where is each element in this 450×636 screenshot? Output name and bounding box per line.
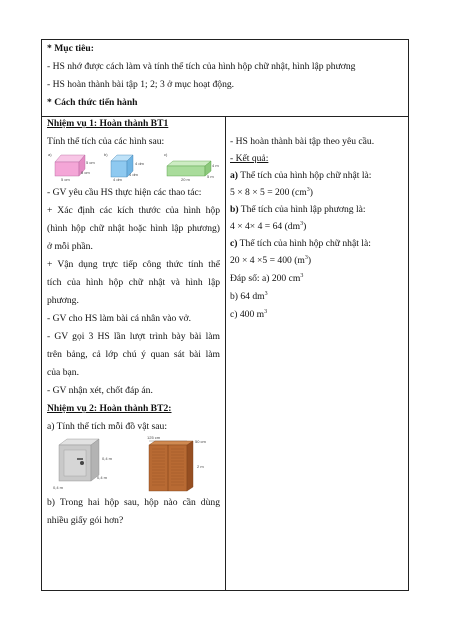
answers-result-label: - Kết quả: [230,153,269,164]
answer-a-text: Thể tích của hình hộp chữ nhật là: [238,170,372,181]
answer-b-heading [230,204,366,216]
final-answer-b-exp: 3 [264,291,268,297]
task1-line-5: + Vận dụng trực tiếp công thức tính thể [47,259,220,270]
answers-intro: - HS hoàn thành bài tập theo yêu cầu. [230,136,375,147]
answer-b-exp: 3 [300,221,304,227]
answer-b-calc-text: 4 × 4× 4 = 64 (dm [230,221,301,232]
task1-line-11: của bạn. [47,367,79,378]
answer-a-label: a) [230,170,238,181]
label-a-width: 5 cm [61,177,70,182]
answer-b-calc [230,221,306,233]
task1-line-10: trên bảng, cả lớp chú ý quan sát bài làm [47,349,220,360]
answer-c-text: Thể tích của hình hộp chữ nhật là: [237,238,371,249]
label-c-height: 4 m [212,163,219,168]
answer-b-text: Thể tích của hình lập phương là: [238,204,366,215]
answer-c-calc-text: 20 × 4 ×5 = 400 (m [230,255,305,266]
label-b-width: 4 dm [113,177,122,182]
final-answer-b-text: b) 64 dm [230,291,265,302]
answer-c-paren: ) [307,255,312,266]
final-answer-b [230,291,268,303]
green-box [167,161,211,176]
objective-line-1: - HS nhớ được cách làm và tính thể tích của hình hộp chữ nhật, hình lập phương [47,61,356,72]
answer-a-paren: ) [309,187,313,198]
task1-line-9: - GV gọi 3 HS lần lượt trình bày bài làm [47,331,220,342]
task1-line-7: phương. [47,295,79,306]
objective-line-2: - HS hoàn thành bài tập 1; 2; 3 ở mục hoạt động. [47,79,235,90]
answer-c-calc [230,255,311,267]
label-a-height: 5 cm [86,160,95,165]
final-answer-c [230,309,267,321]
task1-line-12: - GV nhận xét, chốt đáp án. [47,385,153,396]
task2-part-a: a) Tính thể tích mỗi đồ vật sau: [47,421,167,432]
label-b: b) [104,152,108,157]
method-heading: * Cách thức tiến hành [47,97,138,108]
objectives-heading: * Mục tiêu: [47,43,94,54]
safe-depth-label: 0,4 m [97,475,108,480]
final-answer-a-exp: 3 [300,273,304,279]
task1-line-6: tích của hình hộp chữ nhật và hình lập [47,277,220,288]
objectives-cell [42,40,408,117]
answer-c-label: c) [230,238,238,249]
safe-height-label: 0,4 m [102,456,113,461]
label-a-depth: 8 cm [81,170,90,175]
task2-part-b-line-2: nhiều giấy gói hơn? [47,515,124,526]
task1-line-1: - GV yêu cầu HS thực hiện các thao tác: [47,187,202,198]
answer-a-calc [230,187,313,199]
task1-prompt: Tính thể tích của các hình sau: [47,136,165,147]
safe-width-label: 0,4 m [53,485,64,490]
answer-c-heading [230,238,371,250]
answer-a-heading [230,170,371,182]
label-c-width: 20 m [181,177,190,182]
safe-image [59,439,99,481]
wardrobe-depth-label: 50 cm [195,439,206,444]
label-c-depth: 5 m [207,174,214,179]
final-answer-a-text: Đáp số: a) 200 cm [230,273,301,284]
answer-b-label: b) [230,204,239,215]
task1-line-3: (hình hộp chữ nhật hoặc hình lập phương) [47,223,220,234]
label-c: c) [164,152,168,157]
final-answer-c-exp: 3 [264,309,268,315]
label-b-depth: 4 dm [129,172,138,177]
label-b-height: 4 dm [135,161,144,166]
task1-shapes-figure [47,150,219,182]
task1-title: Nhiệm vụ 1: Hoàn thành BT1 [47,118,169,129]
wardrobe-image [149,441,193,491]
task2-objects-figure [47,435,219,493]
answer-c-exp: 3 [304,255,308,261]
task1-line-8: - GV cho HS làm bài cá nhân vào vở. [47,313,191,324]
final-answer-c-text: c) 400 m [230,309,265,320]
final-answer-a [230,273,303,285]
wardrobe-height-label: 2 m [197,464,204,469]
task1-line-2: + Xác định các kích thước của hình hộp [47,205,220,216]
task2-part-b-line-1: b) Trong hai hộp sau, hộp nào cần dùng [47,497,220,508]
answer-a-calc-text: 5 × 8 × 5 = 200 (cm [230,187,307,198]
column-divider [225,116,226,590]
label-a: a) [48,152,52,157]
task2-title: Nhiệm vụ 2: Hoàn thành BT2: [47,403,172,414]
lesson-table [41,39,409,591]
answer-b-paren: ) [303,221,307,232]
task1-line-4: ở mỗi phần. [47,241,93,252]
answer-a-exp: 3 [306,187,310,193]
wardrobe-width-label: 125 cm [147,435,161,440]
